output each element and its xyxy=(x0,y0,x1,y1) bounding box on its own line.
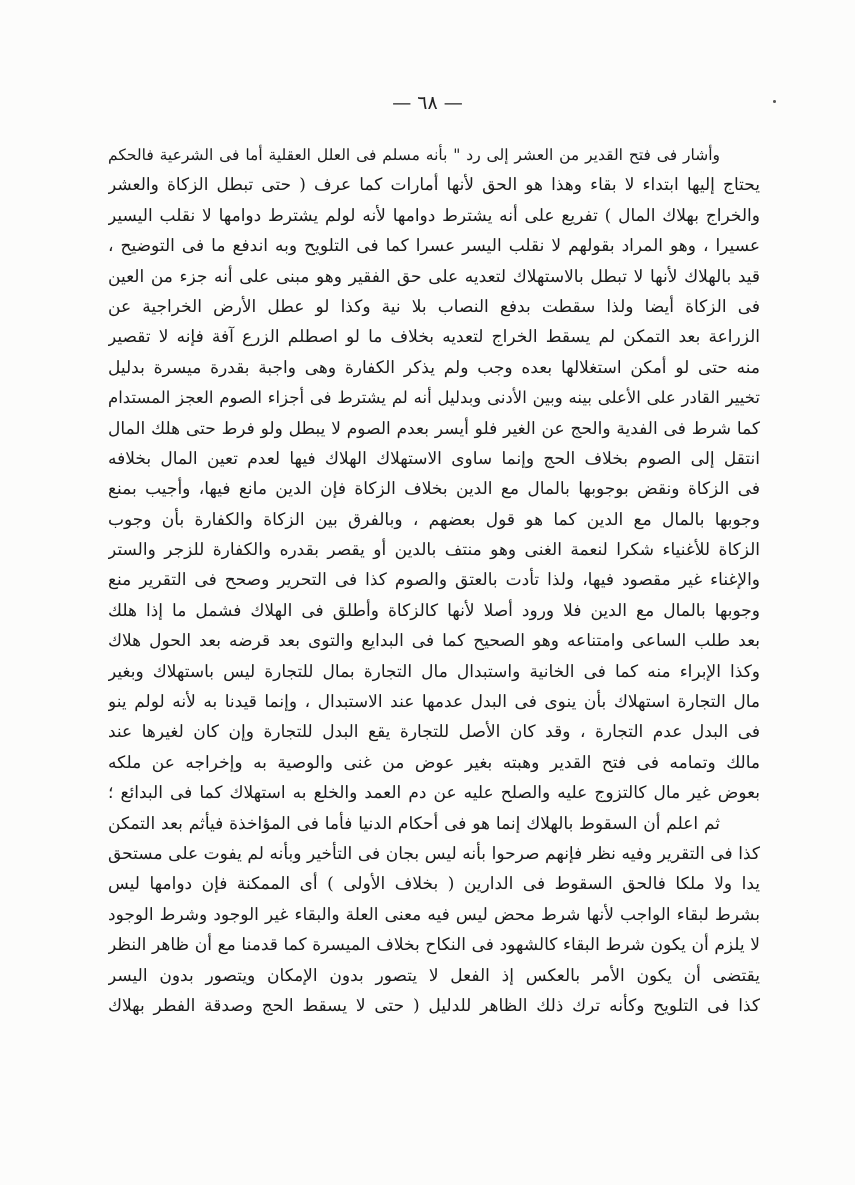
scan-speck xyxy=(773,100,776,103)
text-line: مال التجارة استهلاك بأن ينوى فى البدل عدمها عند الاستبدال ، وإنما قيدنا به لأنه لولم ينو xyxy=(108,692,760,713)
text-line: وأشار فى فتح القدير من العشر إلى رد " بأنه مسلم فى العلل العقلية أما فى الشرعية فالحكم xyxy=(108,146,720,164)
text-line: يقتضى أن يكون الأمر بالعكس إذ الفعل لا يتصور بدون الإمكان ويتصور بدون اليسر xyxy=(108,965,760,986)
text-line: الزكاة للأغنياء شكرا لنعمة الغنى وهو منتف بالدين أو يقصر بقدره والكفارة للزجر والستر xyxy=(108,540,760,561)
text-line: الزراعة بعد التمكن لم يسقط الخراج لتعديه بخلاف ما لو اصطلم الزرع آفة فإنه لا تقصير xyxy=(108,327,760,348)
text-line: بشرط لبقاء الواجب لأنها شرط محض ليس فيه معنى العلة والبقاء غير الوجود وشرط الوجود xyxy=(108,904,760,925)
text-line: كذا فى التقرير وفيه نظر فإنهم صرحوا بأنه ليس بجان فى التأخير وبأنه لم يفوت على مستحق xyxy=(108,843,760,864)
text-line: وكذا الإبراء منه كما فى الخانية واستبدال مال التجارة بمال للتجارة ليس باستهلاك وبغير xyxy=(108,661,760,682)
text-line: بعد طلب الساعى وامتناعه وهو الصحيح كما فى البدايع والتوى بعد قرضه بعد الحول هلاك xyxy=(108,631,760,652)
text-line: والخراج بهلاك المال ) تفريع على أنه يشترط دوامها لأنه لولم يشترط دوامها لا نقلب اليسير xyxy=(108,205,760,226)
text-line: يحتاج إليها ابتداء لا بقاء وهذا هو الحق لأنها أمارات كما عرف ( حتى تبطل الزكاة والعشر xyxy=(108,175,760,196)
text-line: بعوض غير مال كالتزوج عليه والصلح عليه عن دم العمد والخلع به استهلاك كما فى البدائع ؛ xyxy=(108,783,760,804)
text-line: قيد بالهلاك لأنها لا تبطل بالاستهلاك لتعديه على حق الفقير وهو مبنى على أنه جزء من العين xyxy=(108,266,760,287)
text-line: وجوبها بالمال مع الدين فلا ورود أصلا لأنها كالزكاة وأطلق فى الهلاك فشمل ما إذا هلك xyxy=(108,600,760,621)
text-line: فى الزكاة أيضا ولذا سقطت بدفع النصاب بلا نية وكذا لو عطل الأرض الخراجية عن xyxy=(108,296,760,317)
text-line: كذا فى التلويح وكأنه ترك ذلك الظاهر للدليل ( حتى لا يسقط الحج وصدقة الفطر بهلاك xyxy=(108,995,760,1016)
text-line: ثم اعلم أن السقوط بالهلاك إنما هو فى أحكام الدنيا فأما فى المؤاخذة فيأثم بعد التمكن xyxy=(108,813,720,834)
page-number: — ٦٨ — xyxy=(392,92,463,114)
text-line: فى البدل عدم التجارة ، وقد كان الأصل للتجارة يقع البدل للتجارة وإن كان لغيرها عند xyxy=(108,722,760,743)
text-line: لا يلزم أن يكون شرط البقاء كالشهود فى النكاح بخلاف الميسرة كما قدمنا مع أن ظاهر النظر xyxy=(108,935,760,956)
text-line: والإغناء غير مقصود فيها، ولذا تأدت بالعتق والصوم كذا فى التحرير وصحح فى التقرير منع xyxy=(108,570,760,591)
text-line: مالك وتمامه فى فتح القدير وهبته بغير عوض من غنى والوصية به وإخراجه عن ملكه xyxy=(108,752,760,773)
text-line: عسيرا ، وهو المراد بقولهم لا نقلب اليسر عسرا كما فى التلويح وبه اندفع ما فى التوضيح ، xyxy=(108,236,760,257)
text-line: انتقل إلى الصوم بخلاف الحج وإنما ساوى الاستهلاك الهلاك فيها لعدم تعين المال بخلافه xyxy=(108,448,760,469)
text-line: منه حتى لو أمكن استغلالها بعده وجب ولم يذكر الكفارة وهى واجبة بقدرة ميسرة بدليل xyxy=(108,357,760,378)
text-line: يدا ولا ملكا فالحق السقوط فى الدارين ( بخلاف الأولى ) أى الممكنة فإن دوامها ليس xyxy=(108,874,760,895)
body-text xyxy=(108,140,760,1021)
text-line: وجوبها بالمال مع الدين كما هو قول بعضهم ، وبالفرق بين الزكاة والكفارة بأن وجوب xyxy=(108,509,760,530)
text-line: كما شرط فى الفدية والحج عن الغير فلو أيسر بعدم الصوم لا يبطل ولو فرط حتى هلك المال xyxy=(108,418,760,439)
text-line: تخيير القادر على الأعلى بينه وبين الأدنى وبدليل أنه لم يشترط فى أجزاء الصوم العجز المستدام xyxy=(108,388,760,408)
text-line: فى الزكاة ونقض بوجوبها بالمال مع الدين بخلاف الزكاة فإن الدين مانع فيها، وأجيب بمنع xyxy=(108,479,760,500)
